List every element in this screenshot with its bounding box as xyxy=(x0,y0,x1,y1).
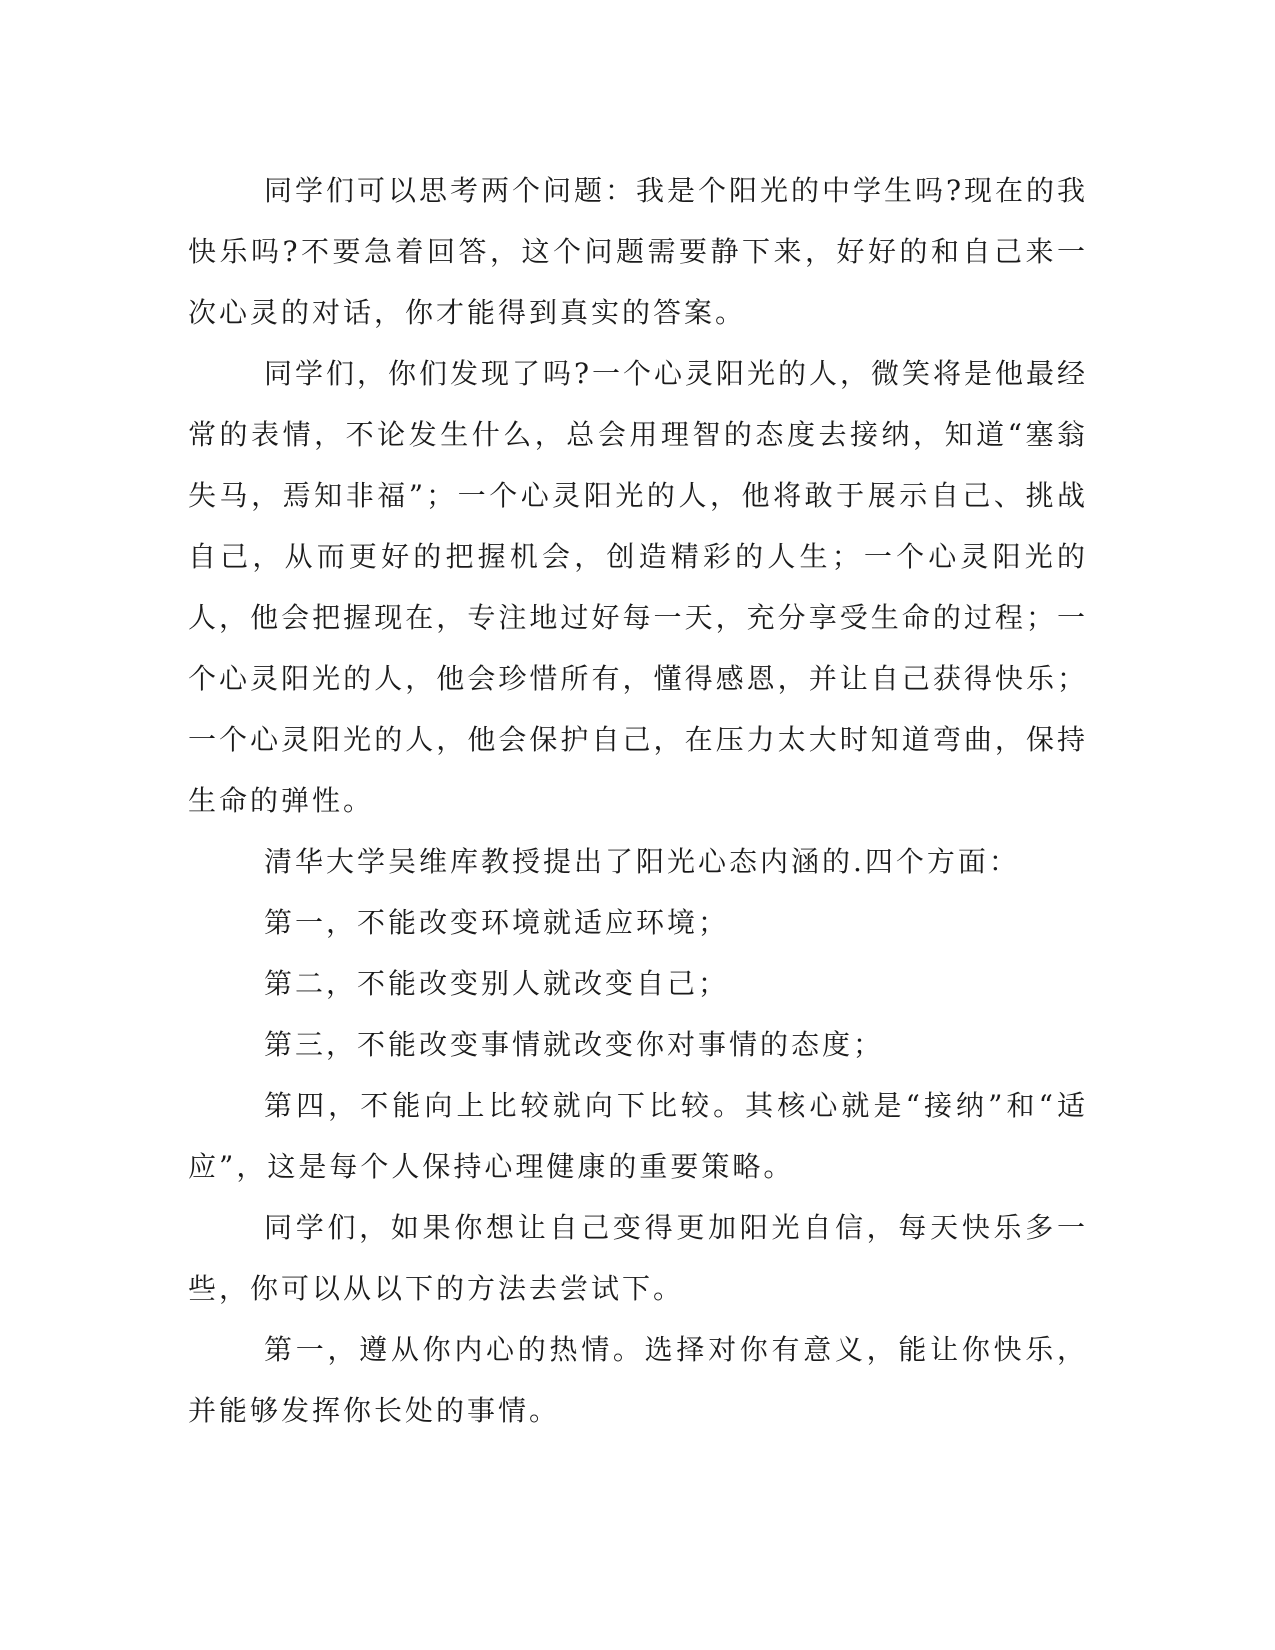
paragraph-aspect-three: 第三，不能改变事情就改变你对事情的态度； xyxy=(264,1028,885,1061)
document-page xyxy=(188,160,1088,1441)
paragraph-aspect-four: 第四，不能向上比较就向下比较。其核心就是“接纳”和“适应”，这是每个人保持心理健康的重要策略。 xyxy=(188,1089,1088,1183)
paragraph-sunny-heart-traits: 同学们，你们发现了吗?一个心灵阳光的人，微笑将是他最经常的表情，不论发生什么，总会用理智的态度去接纳，知道“塞翁失马，焉知非福”；一个心灵阳光的人，他将敢于展示自己、挑战自己，从而更好的把握机会，创造精彩的人生；一个心灵阳光的人，他会把握现在，专注地过好每一天，充分享受生命的过程；一个心灵阳光的人，他会珍惜所有，懂得感恩，并让自己获得快乐；一个心灵阳光的人，他会保护自己，在压力太大时知道弯曲，保持生命的弹性。 xyxy=(188,357,1089,817)
paragraph-aspect-two: 第二，不能改变别人就改变自己； xyxy=(264,967,730,1000)
paragraph-method-one: 第一，遵从你内心的热情。选择对你有意义，能让你快乐，并能够发挥你长处的事情。 xyxy=(188,1333,1088,1427)
paragraph-methods-intro: 同学们，如果你想让自己变得更加阳光自信，每天快乐多一些，你可以从以下的方法去尝试下。 xyxy=(188,1211,1088,1305)
paragraph-four-aspects-intro: 清华大学吴维库教授提出了阳光心态内涵的.四个方面： xyxy=(264,845,1020,878)
paragraph-reflection-questions: 同学们可以思考两个问题：我是个阳光的中学生吗?现在的我快乐吗?不要急着回答，这个问题需要静下来，好好的和自己来一次心灵的对话，你才能得到真实的答案。 xyxy=(188,174,1089,329)
paragraph-aspect-one: 第一，不能改变环境就适应环境； xyxy=(264,906,730,939)
